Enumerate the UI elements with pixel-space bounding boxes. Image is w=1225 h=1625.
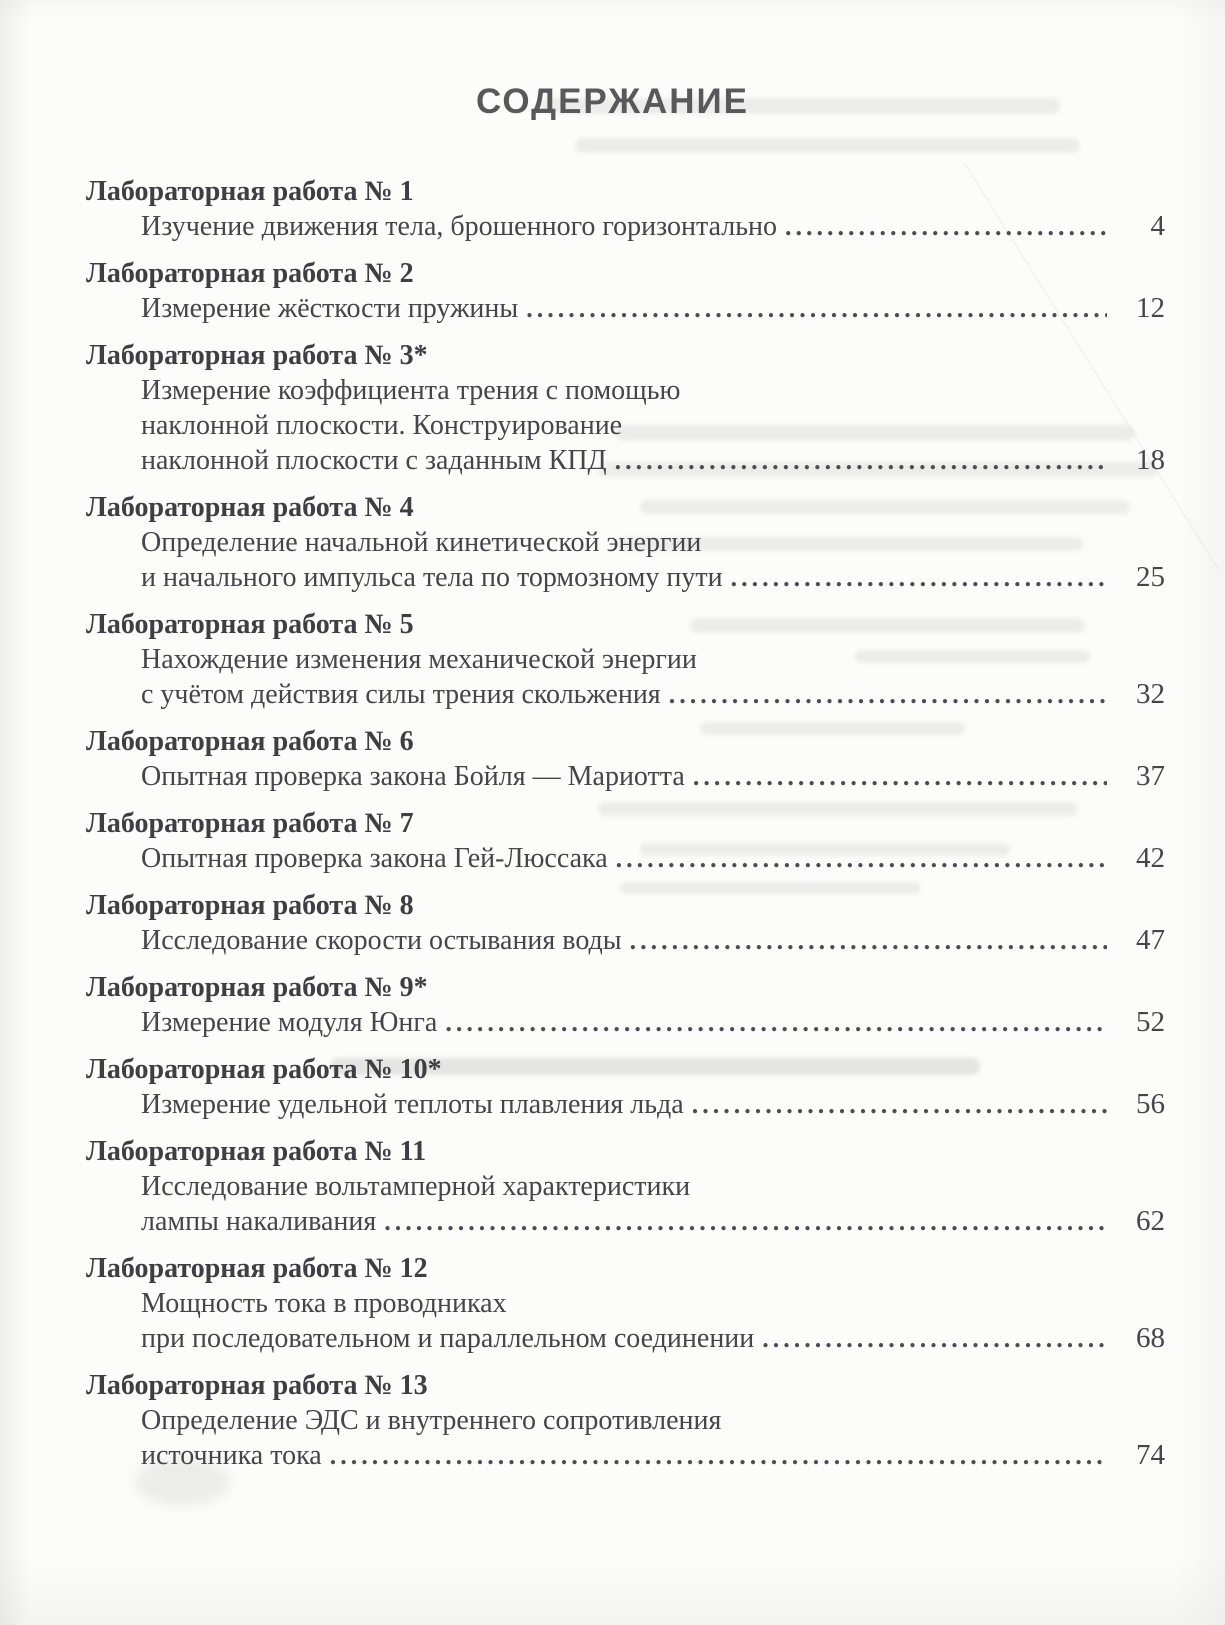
toc-line-text: Измерение жёсткости пружины: [141, 293, 519, 324]
page-number: 18: [1136, 444, 1165, 476]
page-number: 42: [1136, 842, 1165, 874]
toc-entry: [86, 970, 1165, 1040]
toc-entry: [86, 1251, 1165, 1356]
toc-entry-line: [86, 291, 1165, 326]
toc-entry-heading: Лабораторная работа № 10*: [86, 1054, 442, 1085]
toc-entry: [86, 338, 1165, 478]
toc-entry: [86, 888, 1165, 958]
toc-line-text: Мощность тока в проводниках: [141, 1288, 507, 1319]
toc-line-text: Измерение модуля Юнга: [141, 1007, 438, 1038]
toc-entry-heading: Лабораторная работа № 3*: [86, 340, 428, 371]
toc-line-text: лампы накаливания: [141, 1206, 377, 1237]
page-number: 56: [1136, 1088, 1165, 1120]
toc-entry-line: [86, 642, 1165, 677]
dot-leader: [762, 1321, 1107, 1356]
page-number: 4: [1150, 210, 1165, 242]
page-number: 68: [1136, 1322, 1165, 1354]
dot-leader: [785, 209, 1107, 244]
dot-leader: [616, 841, 1107, 876]
toc-line-text: Измерение удельной теплоты плавления льда: [141, 1089, 684, 1120]
dot-leader: [693, 759, 1107, 794]
toc-entry: [86, 1052, 1165, 1122]
page-number: 47: [1136, 924, 1165, 956]
toc-entry-line: [86, 408, 1165, 443]
toc-entry: [86, 1134, 1165, 1239]
toc-entry-line: [86, 560, 1165, 595]
toc-line-text: и начального импульса тела по тормозному пути: [141, 562, 723, 593]
dot-leader: [384, 1204, 1107, 1239]
toc-entry-line: [86, 209, 1165, 244]
toc-line-text: Нахождение изменения механической энергии: [141, 644, 697, 675]
toc-entry-line: [86, 1438, 1165, 1473]
toc-entry-line: [86, 1087, 1165, 1122]
toc-line-text: с учётом действия силы трения скольжения: [141, 679, 661, 710]
toc-entry-line: [86, 1169, 1165, 1204]
dot-leader: [731, 560, 1107, 595]
toc-entry: [86, 174, 1165, 244]
toc-line-text: Определение начальной кинетической энергии: [141, 527, 702, 558]
toc-line-text: наклонной плоскости с заданным КПД: [141, 445, 607, 476]
toc-entry: [86, 1368, 1165, 1473]
dot-leader: [630, 923, 1107, 958]
toc-entry: [86, 490, 1165, 595]
toc-entry-line: [86, 525, 1165, 560]
page-number: 37: [1136, 760, 1165, 792]
toc-entry: [86, 724, 1165, 794]
toc-entry-heading: Лабораторная работа № 13: [86, 1370, 428, 1401]
toc-line-text: Опытная проверка закона Бойля — Мариотта: [141, 761, 685, 792]
toc-line-text: Опытная проверка закона Гей-Люссака: [141, 843, 608, 874]
toc-entry-line: [86, 1403, 1165, 1438]
toc-line-text: Определение ЭДС и внутреннего сопротивления: [141, 1405, 722, 1436]
toc-entry-heading: Лабораторная работа № 1: [86, 176, 414, 207]
page-number: 12: [1136, 292, 1165, 324]
toc-entry-line: [86, 677, 1165, 712]
toc-entry-line: [86, 1005, 1165, 1040]
toc-entry-line: [86, 759, 1165, 794]
toc-entry-heading: Лабораторная работа № 5: [86, 609, 414, 640]
toc-entry: [86, 256, 1165, 326]
page-number: 32: [1136, 678, 1165, 710]
toc-entry-line: [86, 1321, 1165, 1356]
dot-leader: [615, 443, 1107, 478]
toc-entry-line: [86, 1204, 1165, 1239]
dot-leader: [445, 1005, 1107, 1040]
toc-line-text: Исследование вольтамперной характеристики: [141, 1171, 691, 1202]
toc-entry-heading: Лабораторная работа № 11: [86, 1136, 427, 1167]
toc-entry: [86, 607, 1165, 712]
toc-entry-heading: Лабораторная работа № 7: [86, 808, 414, 839]
toc-entry-heading: Лабораторная работа № 12: [86, 1253, 428, 1284]
page-number: 52: [1136, 1006, 1165, 1038]
toc-entry-line: [86, 443, 1165, 478]
dot-leader: [692, 1087, 1107, 1122]
toc-line-text: источника тока: [141, 1440, 322, 1471]
toc-entry-heading: Лабораторная работа № 8: [86, 890, 414, 921]
toc-entry-line: [86, 373, 1165, 408]
dot-leader: [526, 291, 1107, 326]
toc-line-text: при последовательном и параллельном соединении: [141, 1323, 755, 1354]
toc-entry-line: [86, 841, 1165, 876]
page-number: 62: [1136, 1205, 1165, 1237]
toc-line-text: Изучение движения тела, брошенного горизонтально: [141, 211, 777, 242]
page-number: 74: [1136, 1439, 1165, 1471]
toc-entry-line: [86, 923, 1165, 958]
toc-entry-heading: Лабораторная работа № 2: [86, 258, 414, 289]
page-title: СОДЕРЖАНИЕ: [475, 82, 749, 121]
toc-line-text: Измерение коэффициента трения с помощью: [141, 375, 681, 406]
toc-entry-heading: Лабораторная работа № 4: [86, 492, 414, 523]
page-number: 25: [1136, 561, 1165, 593]
toc-line-text: Исследование скорости остывания воды: [141, 925, 622, 956]
dot-leader: [669, 677, 1107, 712]
table-of-contents: [86, 174, 1165, 1473]
toc-entry-line: [86, 1286, 1165, 1321]
dot-leader: [330, 1438, 1107, 1473]
toc-line-text: наклонной плоскости. Конструирование: [141, 410, 623, 441]
toc-entry-heading: Лабораторная работа № 6: [86, 726, 414, 757]
toc-entry: [86, 806, 1165, 876]
toc-entry-heading: Лабораторная работа № 9*: [86, 972, 428, 1003]
